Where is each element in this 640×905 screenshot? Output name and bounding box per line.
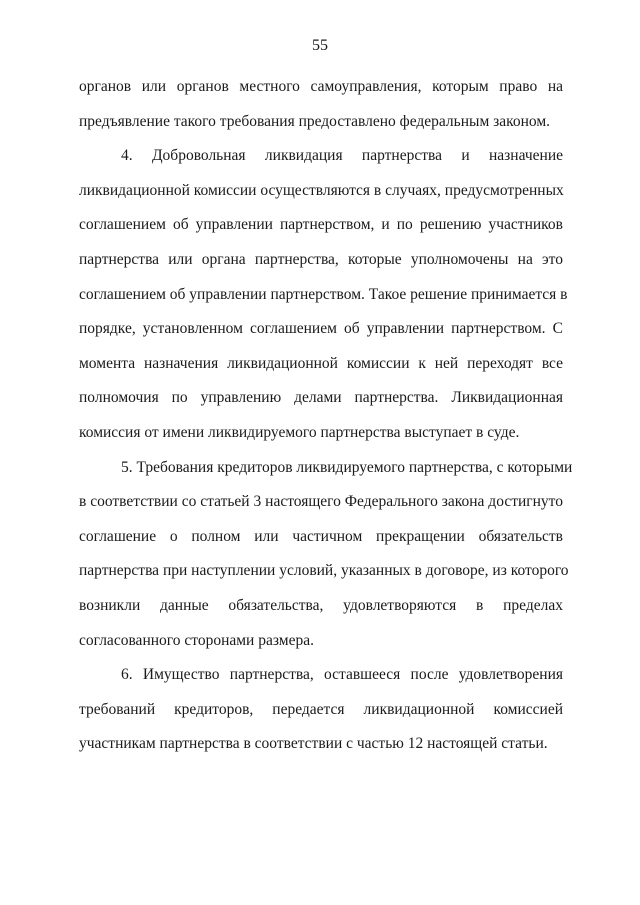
text-line: комиссия от имени ликвидируемого партнерства выступает в суде. bbox=[79, 423, 520, 441]
text-line: участникам партнерства в соответствии с частью 12 настоящей статьи. bbox=[79, 735, 548, 753]
text-line: предъявление такого требования предоставлено федеральным законом. bbox=[79, 112, 551, 130]
text-line: 5. Требования кредиторов ликвидируемого партнерства, с которыми bbox=[121, 458, 573, 476]
text-line: 4. Добровольная ликвидация партнерства и назначение bbox=[121, 147, 563, 165]
paragraph-clause-5 bbox=[79, 451, 573, 659]
text-line: 6. Имущество партнерства, оставшееся после удовлетворения bbox=[121, 666, 563, 684]
text-line: партнерства или органа партнерства, которые уполномочены на это bbox=[79, 250, 563, 268]
paragraph-continuation bbox=[79, 70, 563, 139]
text-line: соглашением об управлении партнерством. Такое решение принимается в bbox=[79, 285, 568, 303]
document-body bbox=[79, 70, 573, 762]
paragraph-clause-4 bbox=[79, 139, 568, 450]
text-line: согласованного сторонами размера. bbox=[79, 631, 314, 649]
paragraph-clause-6 bbox=[79, 658, 563, 762]
text-line: соглашение о полном или частичном прекращении обязательств bbox=[79, 527, 563, 545]
text-line: соглашением об управлении партнерством, и по решению участников bbox=[79, 216, 563, 234]
text-line: в соответствии со статьей 3 настоящего Федерального закона достигнуто bbox=[79, 493, 563, 511]
text-line: момента назначения ликвидационной комиссии к ней переходят все bbox=[79, 354, 563, 372]
text-line: ликвидационной комиссии осуществляются в случаях, предусмотренных bbox=[79, 181, 564, 199]
text-line: органов или органов местного самоуправления, которым право на bbox=[79, 78, 563, 95]
text-line: партнерства при наступлении условий, указанных в договоре, из которого bbox=[79, 562, 569, 580]
text-line: возникли данные обязательства, удовлетворяются в пределах bbox=[79, 596, 563, 614]
page-number: 55 bbox=[312, 37, 328, 54]
text-line: порядке, установленном соглашением об управлении партнерством. С bbox=[79, 320, 563, 338]
text-line: требований кредиторов, передается ликвидационной комиссией bbox=[79, 700, 563, 718]
text-line: полномочия по управлению делами партнерства. Ликвидационная bbox=[79, 389, 563, 407]
